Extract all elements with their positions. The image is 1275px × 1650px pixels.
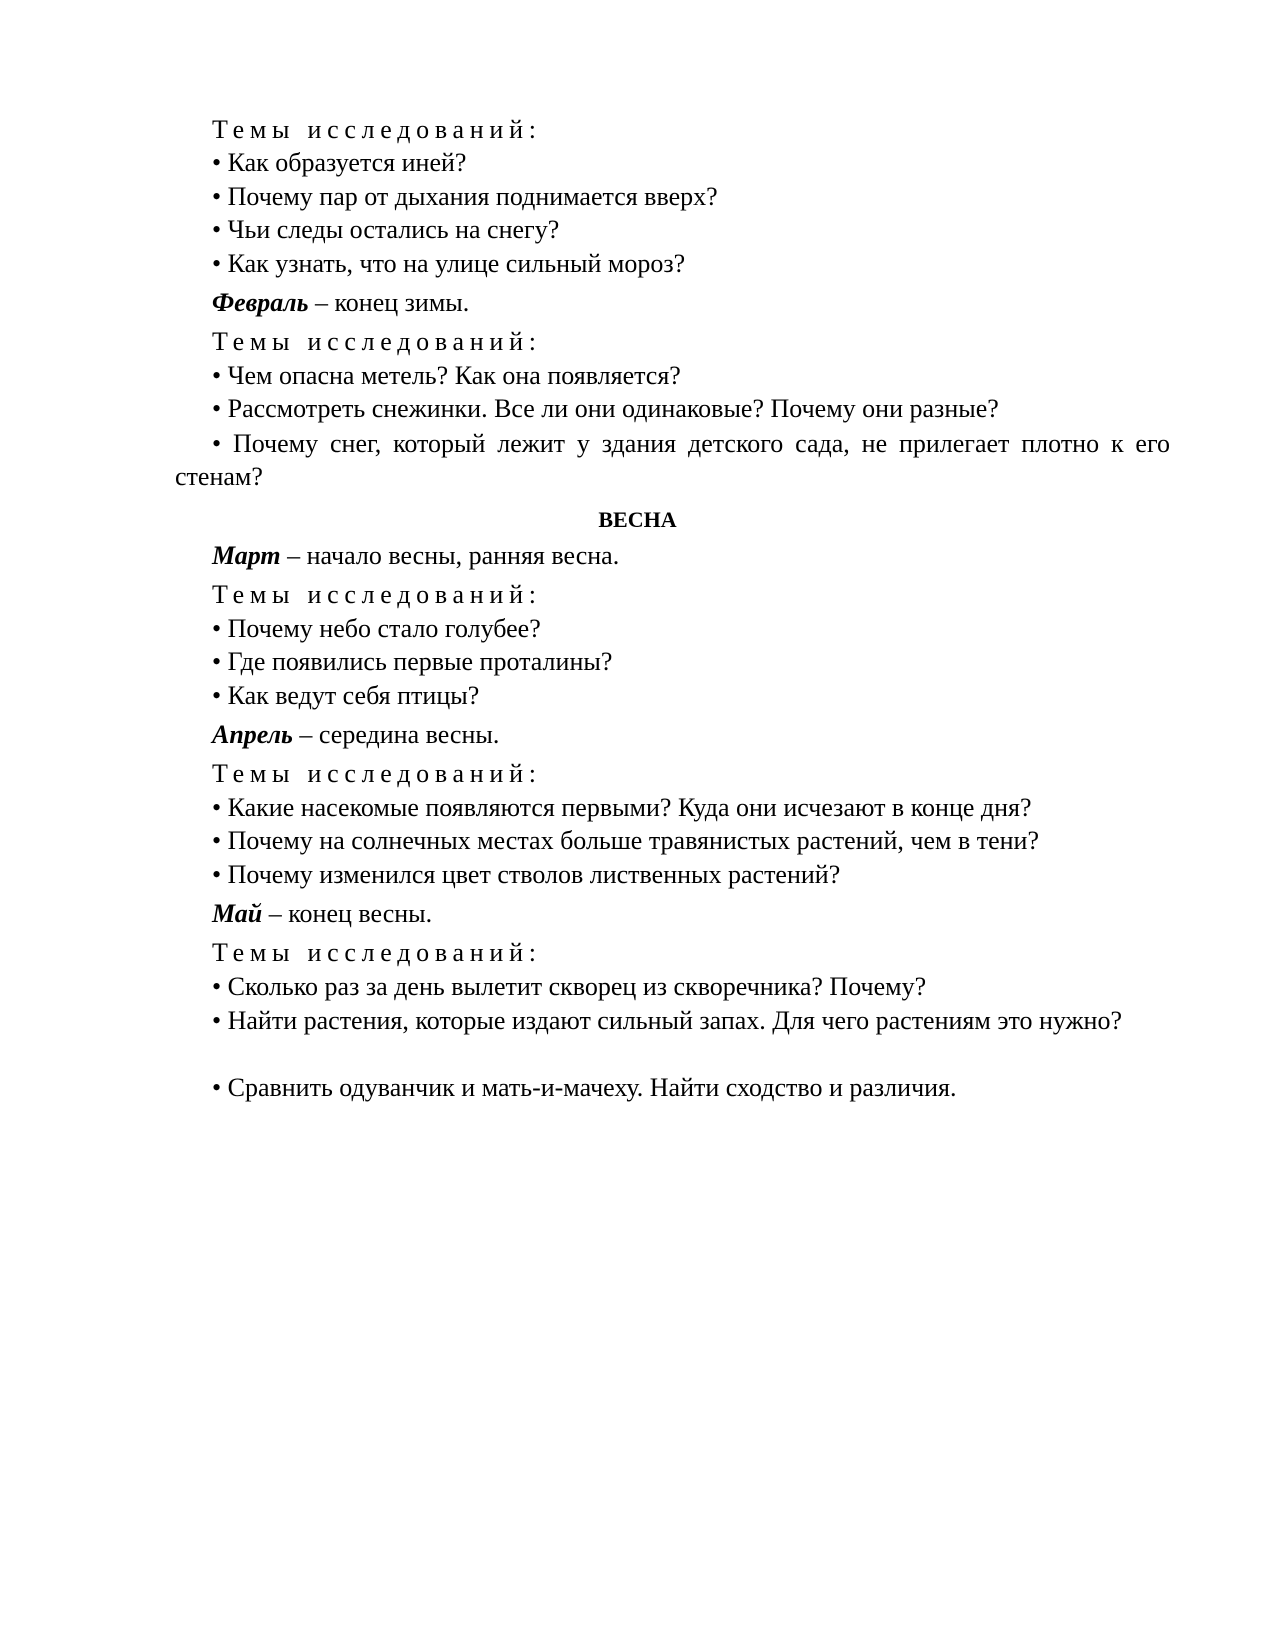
topic-item: • Почему небо стало голубее? (212, 614, 541, 643)
topic-item: • Рассмотреть снежинки. Все ли они одинаковые? Почему они разные? (212, 394, 999, 423)
topic-item: • Чьи следы остались на снегу? (212, 215, 560, 244)
month-may (212, 899, 432, 929)
month-name: Февраль (212, 288, 309, 317)
topic-item: • Чем опасна метель? Как она появляется? (212, 361, 681, 390)
topics-label: Темы исследований: (212, 115, 542, 144)
topic-item: • Почему на солнечных местах больше травянистых растений, чем в тени? (212, 826, 1039, 855)
month-description: – конец зимы. (308, 288, 470, 317)
month-march (212, 541, 619, 571)
topic-item: • Найти растения, которые издают сильный запах. Для чего растениям это нужно? (212, 1006, 1122, 1035)
topics-label: Темы исследований: (212, 938, 542, 967)
month-description: – середина весны. (292, 720, 500, 749)
section-heading-spring: ВЕСНА (598, 507, 677, 532)
month-name: Март (212, 541, 281, 570)
topic-item: • Сколько раз за день вылетит скворец из скворечника? Почему? (212, 972, 927, 1001)
topic-item: • Где появились первые проталины? (212, 647, 613, 676)
topics-label: Темы исследований: (212, 759, 542, 788)
month-april (212, 720, 499, 750)
month-february (212, 288, 469, 318)
topics-label: Темы исследований: (212, 327, 542, 356)
topic-item: • Как ведут себя птицы? (212, 681, 480, 710)
month-name: Май (212, 899, 263, 928)
topic-item: • Как узнать, что на улице сильный мороз? (212, 249, 686, 278)
month-name: Апрель (212, 720, 293, 749)
topic-item: • Почему снег, который лежит у здания детского сада, не прилегает плотно к его стенам? (175, 429, 1170, 491)
month-description: – начало весны, ранняя весна. (280, 541, 620, 570)
topics-label: Темы исследований: (212, 580, 542, 609)
topic-item: • Какие насекомые появляются первыми? Куда они исчезают в конце дня? (212, 793, 1032, 822)
month-description: – конец весны. (262, 899, 433, 928)
topic-item: • Сравнить одуванчик и мать-и-мачеху. Найти сходство и различия. (212, 1073, 957, 1102)
topic-item: • Почему пар от дыхания поднимается вверх? (212, 182, 718, 211)
topic-item: • Как образуется иней? (212, 148, 467, 177)
topic-item: • Почему изменился цвет стволов лиственных растений? (212, 860, 841, 889)
